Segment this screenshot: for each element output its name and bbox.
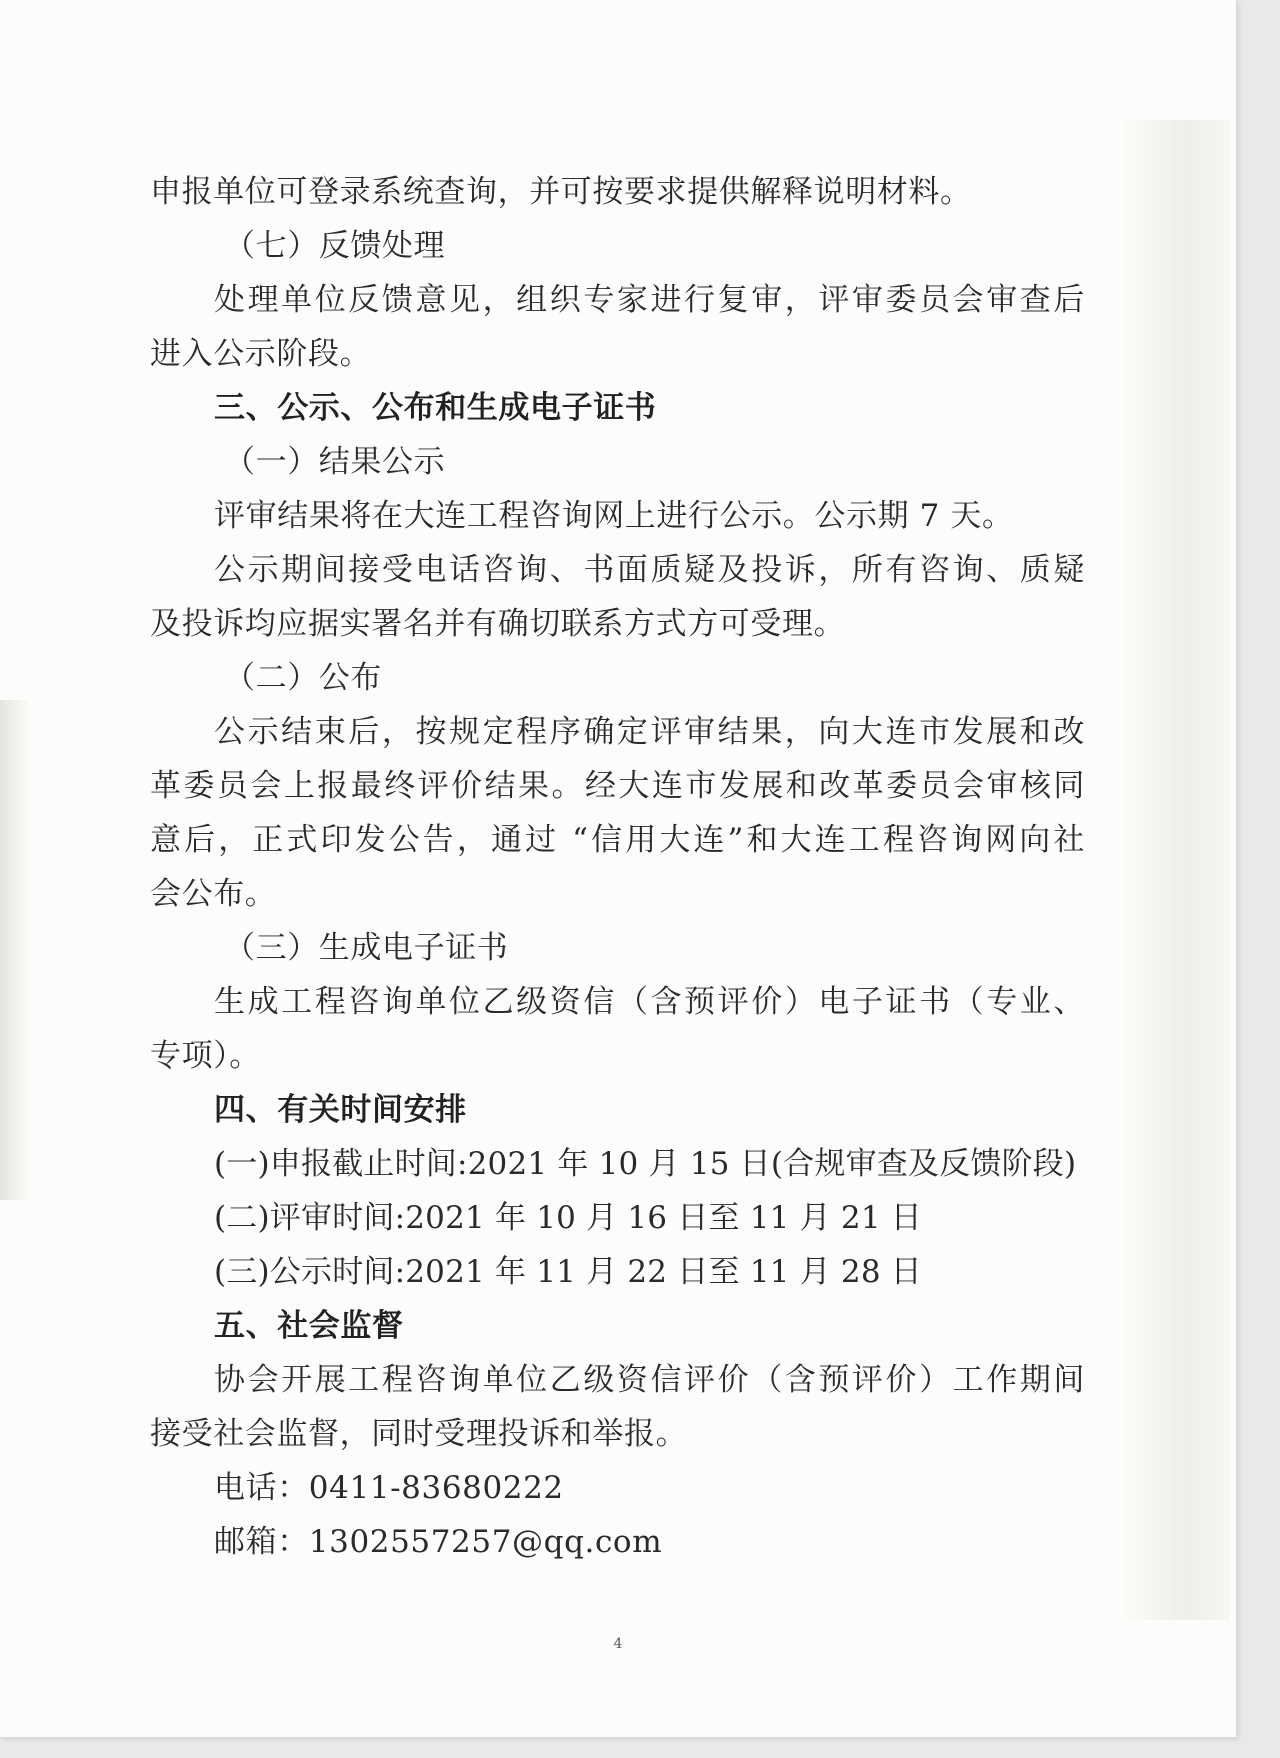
scan-shading-left: [0, 700, 30, 1200]
paragraph-line: 意后，正式印发公告，通过 “信用大连”和大连工程咨询网向社: [150, 822, 1085, 858]
document-body: [150, 165, 1085, 1569]
section-subheading: （二）公布: [224, 660, 382, 696]
scan-shading: [1120, 120, 1230, 1620]
paragraph-line: 处理单位反馈意见，组织专家进行复审，评审委员会审查后: [214, 282, 1085, 318]
paragraph-line: 公示结束后，按规定程序确定评审结果，向大连市发展和改: [214, 714, 1085, 750]
section-subheading: （三）生成电子证书: [224, 930, 509, 966]
contact-phone: 电话：0411-83680222: [214, 1470, 564, 1506]
paragraph-line: 会公布。: [150, 876, 277, 912]
contact-email: 邮箱：1302557257@qq.com: [214, 1524, 663, 1560]
paragraph-line: 革委员会上报最终评价结果。经大连市发展和改革委员会审核同: [150, 768, 1085, 804]
page-number: 4: [613, 1636, 623, 1652]
section-heading: 四、有关时间安排: [214, 1092, 467, 1128]
schedule-item: (一)申报截止时间:2021 年 10 月 15 日(合规审查及反馈阶段): [214, 1146, 1077, 1182]
schedule-item: (三)公示时间:2021 年 11 月 22 日至 11 月 28 日: [214, 1254, 922, 1290]
section-heading: 三、公示、公布和生成电子证书: [214, 390, 657, 426]
paragraph-line: 申报单位可登录系统查询，并可按要求提供解释说明材料。: [150, 174, 972, 210]
paragraph-line: 生成工程咨询单位乙级资信（含预评价）电子证书（专业、: [214, 984, 1085, 1020]
paragraph-line: 评审结果将在大连工程咨询网上进行公示。公示期 7 天。: [214, 498, 1014, 534]
section-heading: 五、社会监督: [214, 1308, 404, 1344]
paragraph-line: 进入公示阶段。: [150, 336, 372, 372]
section-subheading: （一）结果公示: [224, 444, 446, 480]
section-subheading: （七）反馈处理: [224, 228, 446, 264]
paragraph-line: 专项）。: [150, 1038, 261, 1074]
paragraph-line: 公示期间接受电话咨询、书面质疑及投诉，所有咨询、质疑: [214, 552, 1085, 588]
paragraph-line: 及投诉均应据实署名并有确切联系方式方可受理。: [150, 606, 846, 642]
schedule-item: (二)评审时间:2021 年 10 月 16 日至 11 月 21 日: [214, 1200, 922, 1236]
paragraph-line: 协会开展工程咨询单位乙级资信评价（含预评价）工作期间: [214, 1362, 1085, 1398]
paragraph-line: 接受社会监督，同时受理投诉和举报。: [150, 1416, 688, 1452]
